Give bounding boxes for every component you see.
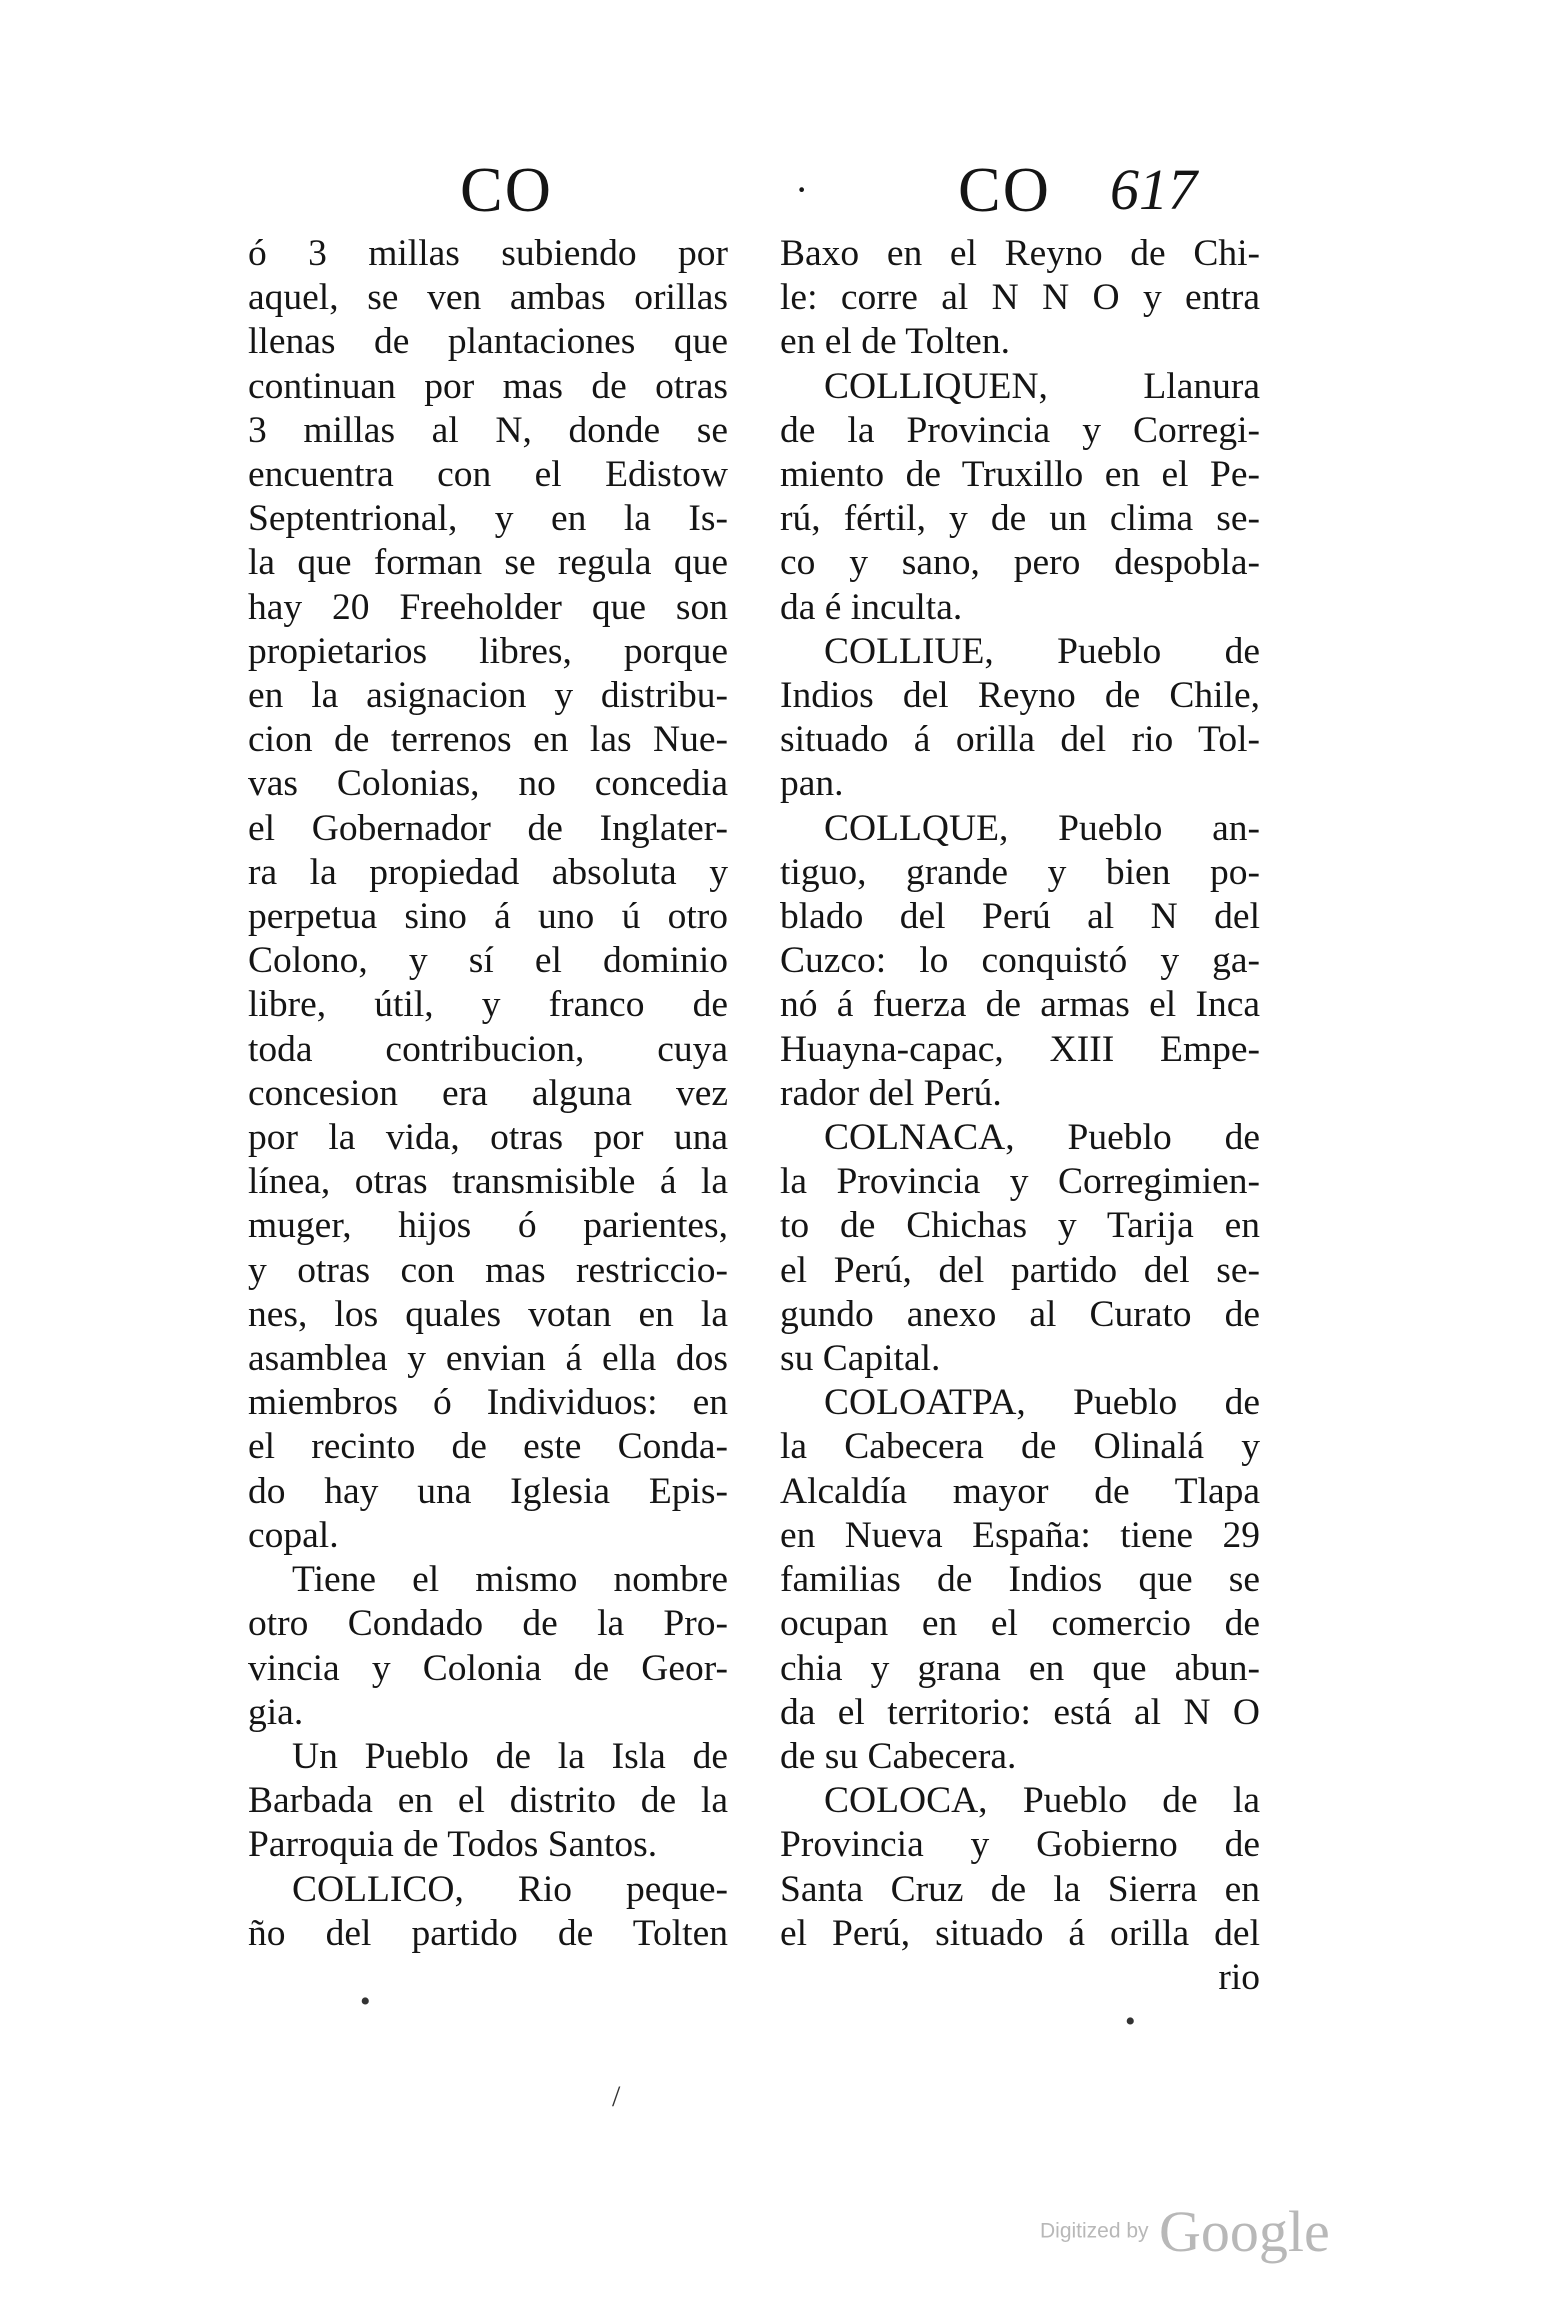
text-line: situado á orilla del rio Tol- — [780, 719, 1260, 761]
text-line: pan. — [780, 763, 844, 805]
text-line: copal. — [248, 1514, 339, 1556]
text-line: gia. — [248, 1691, 304, 1733]
digitized-by-watermark — [1040, 2198, 1330, 2265]
text-line: 3 millas al N, donde se — [248, 409, 728, 451]
text-line: COLLQUE, Pueblo an- — [824, 807, 1260, 849]
text-line: Colono, y sí el dominio — [248, 940, 728, 982]
text-line: el Perú, situado á orilla del — [780, 1912, 1260, 1954]
text-line: asamblea y envian á ella dos — [248, 1338, 728, 1380]
text-line: Septentrional, y en la Is- — [248, 498, 728, 540]
print-speck: • — [360, 1985, 371, 2018]
text-line: Santa Cruz de la Sierra en — [780, 1868, 1260, 1910]
text-line: rador del Perú. — [780, 1072, 1002, 1114]
text-line: otro Condado de la Pro- — [248, 1603, 728, 1645]
text-line: COLLIUE, Pueblo de — [824, 630, 1260, 672]
page-number: 617 — [1110, 157, 1197, 222]
text-line: vincia y Colonia de Geor- — [248, 1647, 728, 1689]
text-line: cion de terrenos en las Nue- — [248, 719, 728, 761]
text-line: nes, los quales votan en la — [248, 1293, 728, 1335]
text-line: COLLIQUEN, Llanura — [824, 365, 1260, 407]
text-line: Huayna-capac, XIII Empe- — [780, 1028, 1260, 1070]
text-line: Parroquia de Todos Santos. — [248, 1824, 658, 1866]
text-line: tiguo, grande y bien po- — [780, 851, 1260, 893]
text-line: Indios del Reyno de Chile, — [780, 675, 1260, 717]
text-line: familias de Indios que se — [780, 1559, 1260, 1601]
watermark-brand: Google — [1159, 2199, 1330, 2264]
text-line: ocupan en el comercio de — [780, 1603, 1260, 1645]
right-text-column — [780, 232, 1260, 2000]
text-line: la Cabecera de Olinalá y — [780, 1426, 1260, 1468]
text-line: libre, útil, y franco de — [248, 984, 728, 1026]
text-line: toda contribucion, cuya — [248, 1028, 728, 1070]
print-speck: • — [1125, 2005, 1136, 2038]
text-line: vas Colonias, no concedia — [248, 763, 728, 805]
running-head-left: CO — [460, 154, 553, 225]
running-head-separator: · — [795, 167, 811, 212]
text-line: aquel, se ven ambas orillas — [248, 277, 728, 319]
text-line: gundo anexo al Curato de — [780, 1293, 1260, 1335]
text-line: Cuzco: lo conquistó y ga- — [780, 940, 1260, 982]
text-line: Barbada en el distrito de la — [248, 1780, 728, 1822]
text-line: to de Chichas y Tarija en — [780, 1205, 1260, 1247]
text-line: Provincia y Gobierno de — [780, 1824, 1260, 1866]
text-line: en la asignacion y distribu- — [248, 675, 728, 717]
text-line: nó á fuerza de armas el Inca — [780, 984, 1260, 1026]
text-line: le: corre al N N O y entra — [780, 277, 1260, 319]
text-line: hay 20 Freeholder que son — [248, 586, 728, 628]
text-line: ó 3 millas subiendo por — [248, 233, 728, 274]
text-line: Tiene el mismo nombre — [292, 1559, 728, 1601]
print-mark: / — [612, 2080, 621, 2113]
text-line: COLLICO, Rio peque- — [292, 1868, 728, 1910]
text-line: continuan por mas de otras — [248, 365, 728, 407]
text-line: su Capital. — [780, 1338, 941, 1380]
text-line: llenas de plantaciones que — [248, 321, 728, 363]
text-line: muger, hijos ó parientes, — [248, 1205, 728, 1247]
watermark-prefix: Digitized by — [1040, 2219, 1149, 2243]
text-line: Un Pueblo de la Isla de — [292, 1735, 728, 1777]
text-line: encuentra con el Edistow — [248, 454, 728, 496]
text-line: el Gobernador de Inglater- — [248, 807, 728, 849]
text-line: línea, otras transmisible á la — [248, 1161, 728, 1203]
text-line: rú, fértil, y de un clima se- — [780, 498, 1260, 540]
text-line: COLOCA, Pueblo de la — [824, 1780, 1260, 1822]
text-line: de la Provincia y Corregi- — [780, 409, 1260, 451]
left-text-column — [248, 232, 728, 1956]
text-line: rio — [1218, 1956, 1260, 1998]
text-line: do hay una Iglesia Epis- — [248, 1470, 728, 1512]
text-line: blado del Perú al N del — [780, 896, 1260, 938]
text-line: Baxo en el Reyno de Chi- — [780, 233, 1260, 274]
text-line: da el territorio: está al N O — [780, 1691, 1260, 1733]
text-line: la que forman se regula que — [248, 542, 728, 584]
text-line: concesion era alguna vez — [248, 1072, 728, 1114]
text-line: de su Cabecera. — [780, 1735, 1017, 1777]
text-line: miembros ó Individuos: en — [248, 1382, 728, 1424]
text-line: y otras con mas restriccio- — [248, 1249, 728, 1291]
text-line: COLOATPA, Pueblo de — [824, 1382, 1260, 1424]
text-line: COLNACA, Pueblo de — [824, 1117, 1260, 1159]
text-line: en Nueva España: tiene 29 — [780, 1514, 1260, 1556]
text-line: da é inculta. — [780, 586, 963, 628]
text-line: la Provincia y Corregimien- — [780, 1161, 1260, 1203]
text-line: perpetua sino á uno ú otro — [248, 896, 728, 938]
text-line: el Perú, del partido del se- — [780, 1249, 1260, 1291]
text-line: ra la propiedad absoluta y — [248, 851, 728, 893]
text-line: miento de Truxillo en el Pe- — [780, 454, 1260, 496]
text-line: en el de Tolten. — [780, 321, 1010, 363]
text-line: propietarios libres, porque — [248, 630, 728, 672]
text-line: chia y grana en que abun- — [780, 1647, 1260, 1689]
running-head-right: CO — [958, 154, 1051, 225]
text-line: Alcaldía mayor de Tlapa — [780, 1470, 1260, 1512]
text-line: por la vida, otras por una — [248, 1117, 728, 1159]
text-line: ño del partido de Tolten — [248, 1912, 728, 1954]
text-line: el recinto de este Conda- — [248, 1426, 728, 1468]
text-line: co y sano, pero despobla- — [780, 542, 1260, 584]
